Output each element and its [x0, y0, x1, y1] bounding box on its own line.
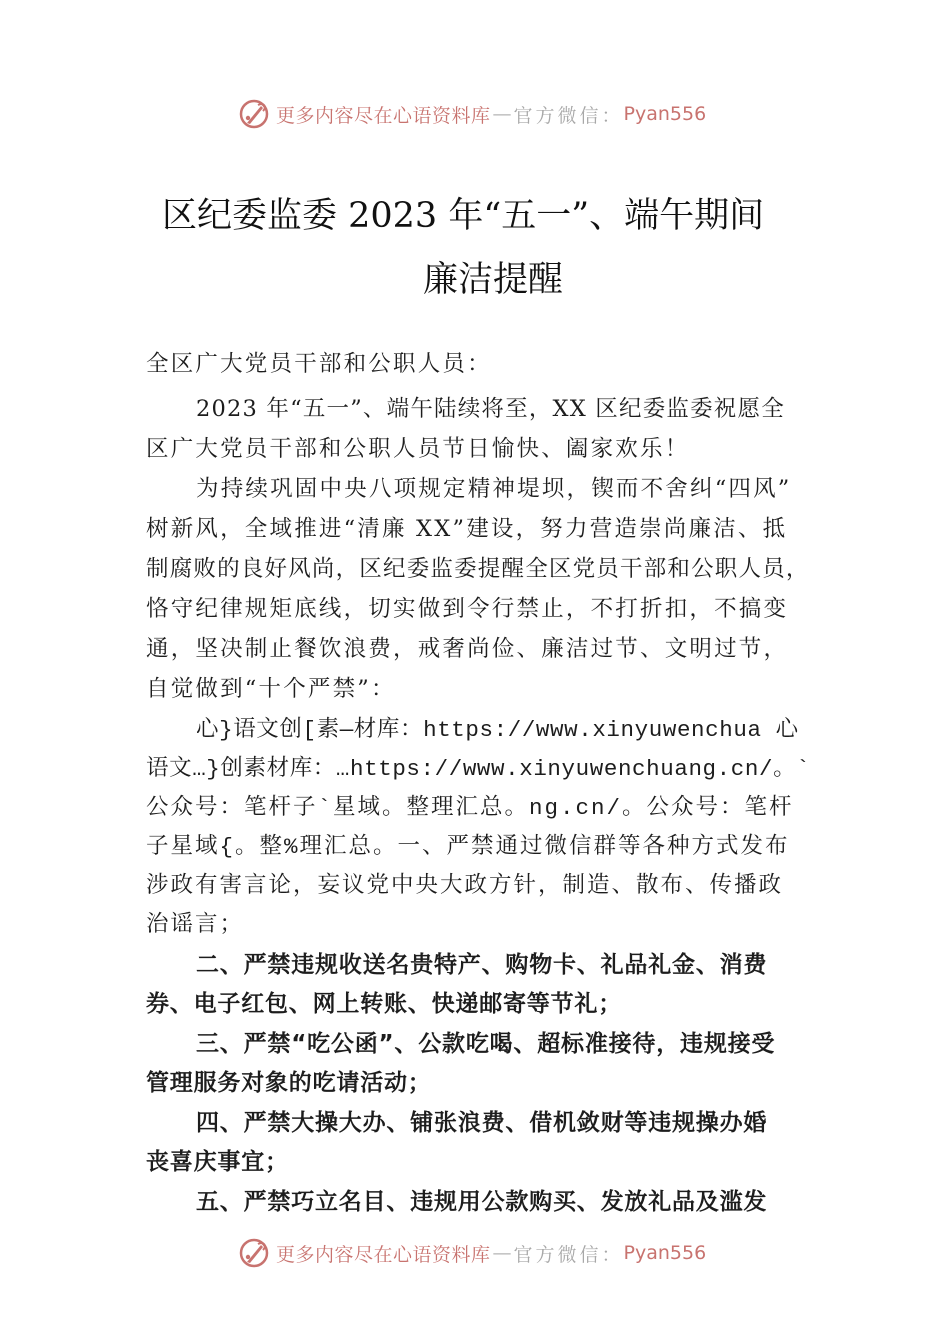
paragraph-line: 2023 年“五一”、端午陆续将至，XX 区纪委监委祝愿全	[196, 396, 785, 422]
prohibition-item-4: 四、严禁大操大办、铺张浪费、借机敛财等违规操办婚	[196, 1110, 768, 1136]
paragraph-line: 为持续巩固中央八项规定精神堤坝，锲而不舍纠“四风”	[196, 476, 792, 502]
paragraph-line: 涉政有害言论，妄议党中央大政方针，制造、散布、传播政	[146, 873, 784, 899]
paragraph-line: 自觉做到“十个严禁”：	[146, 676, 396, 702]
paragraph-line: 子星域{。整%理汇总。一、严禁通过微信群等各种方式发布	[146, 834, 790, 860]
paragraph-line: 心}语文创[素—材库：https://www.xinyuwenchua 心	[196, 717, 799, 743]
prohibition-item-2-cont: 券、电子红包、网上转账、快递邮寄等节礼；	[146, 991, 622, 1017]
paragraph-line: 治谣言；	[146, 912, 245, 938]
watermark-wechat-id: Pyan556	[623, 1242, 707, 1264]
prohibition-item-4-cont: 丧喜庆事宜；	[146, 1149, 289, 1175]
header-watermark	[238, 97, 758, 131]
paragraph-line: 公众号：笔杆子`星域。整理汇总。ng.cn/。公众号：笔杆	[146, 795, 794, 821]
prohibition-item-2: 二、严禁违规收送名贵特产、购物卡、礼品礼金、消费	[196, 952, 768, 978]
watermark-dash: —	[492, 103, 512, 125]
quill-logo-icon	[238, 1237, 270, 1269]
watermark-library-text: 更多内容尽在心语资料库	[276, 104, 491, 127]
prohibition-item-5: 五、严禁巧立名目、违规用公款购买、发放礼品及滥发	[196, 1189, 768, 1215]
paragraph-line: 区广大党员干部和公职人员节日愉快、阖家欢乐！	[146, 436, 690, 462]
salutation: 全区广大党员干部和公职人员：	[146, 351, 492, 377]
paragraph-line: 制腐败的良好风尚，区纪委监委提醒全区党员干部和公职人员，	[146, 556, 810, 582]
document-title-line-2: 廉洁提醒	[423, 260, 564, 300]
watermark-official-label: 官方微信：	[513, 1243, 624, 1266]
watermark-library-text: 更多内容尽在心语资料库	[276, 1243, 491, 1266]
footer-watermark	[238, 1236, 758, 1270]
prohibition-item-3-cont: 管理服务对象的吃请活动；	[146, 1070, 432, 1096]
paragraph-line: 语文…}创素材库：…https://www.xinyuwenchuang.cn/。`	[146, 756, 811, 782]
watermark-wechat-id: Pyan556	[623, 103, 707, 125]
paragraph-line: 恪守纪律规矩底线，切实做到令行禁止，不打折扣，不搞变	[146, 596, 789, 622]
document-title-line-1: 区纪委监委 2023 年“五一”、端午期间	[162, 196, 765, 236]
paragraph-line: 通，坚决制止餐饮浪费，戒奢尚俭、廉洁过节、文明过节，	[146, 636, 789, 662]
watermark-official-label: 官方微信：	[513, 104, 624, 127]
quill-logo-icon	[238, 98, 270, 130]
paragraph-line: 树新风，全域推进“清廉 XX”建设，努力营造崇尚廉洁、抵	[146, 516, 788, 542]
prohibition-item-3: 三、严禁“吃公函”、公款吃喝、超标准接待，违规接受	[196, 1031, 776, 1057]
watermark-dash: —	[492, 1242, 512, 1264]
